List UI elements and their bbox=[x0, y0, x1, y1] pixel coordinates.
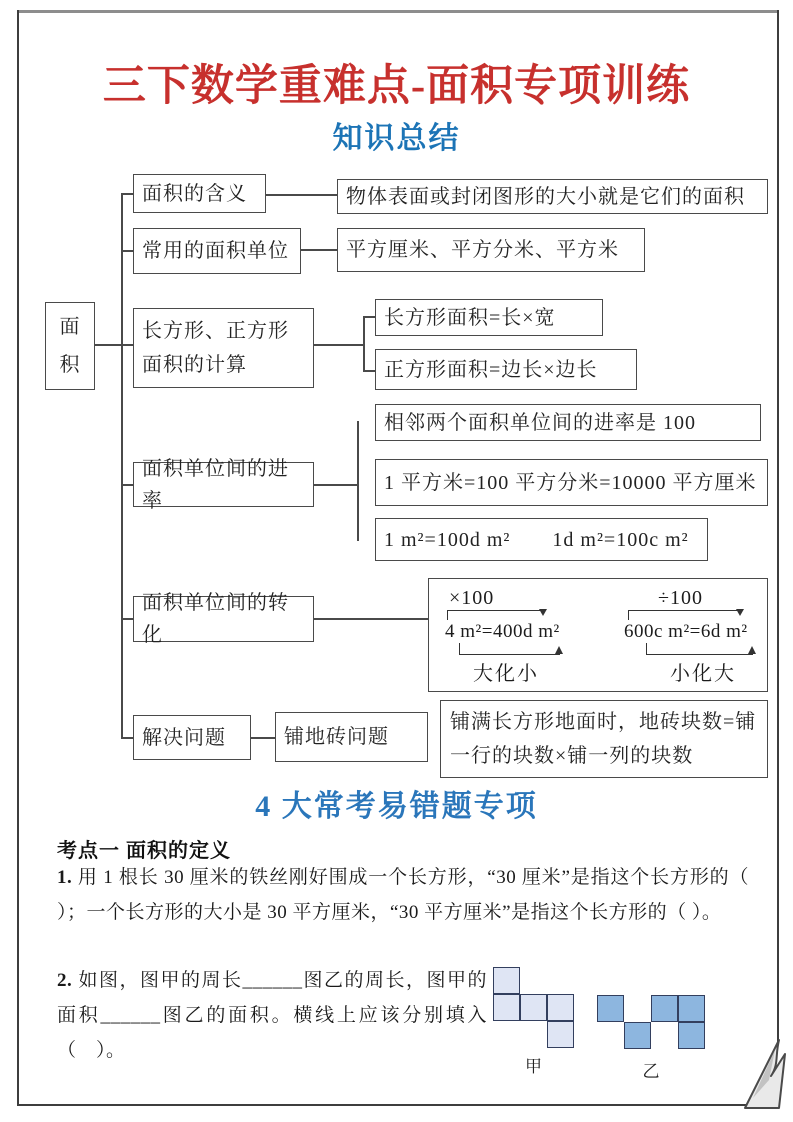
connector-branch3-vertical bbox=[363, 316, 365, 372]
grid-square bbox=[493, 967, 520, 994]
page-title: 三下数学重难点-面积专项训练 bbox=[102, 63, 691, 110]
grid-square bbox=[651, 995, 678, 1022]
tree-root-area bbox=[45, 302, 95, 390]
tree-root-char-1: 面 bbox=[59, 316, 81, 338]
tree-leaf-text: 铺满长方形地面时，地砖块数=铺一行的块数×铺一列的块数 bbox=[450, 711, 757, 767]
tree-node-problem-solving bbox=[133, 715, 251, 760]
tree-leaf-text: 1 m²=100d m² 1d m²=100c m² bbox=[384, 528, 689, 551]
connector-branch4-vertical bbox=[357, 421, 359, 541]
tree-leaf-tiling-description bbox=[440, 700, 768, 778]
arrow-up-bracket bbox=[459, 643, 560, 655]
tree-node-label: 铺地砖问题 bbox=[284, 726, 389, 748]
page-border-right bbox=[777, 10, 779, 1045]
question-2-number: 2. bbox=[57, 970, 73, 991]
conversion-equation: 600c m²=6d m² bbox=[624, 621, 748, 642]
tree-leaf-text: 相邻两个面积单位间的进率是 100 bbox=[384, 411, 696, 434]
connector-stub-2 bbox=[123, 250, 133, 252]
question-1 bbox=[57, 860, 749, 930]
tree-node-label: 面积单位间的转化 bbox=[142, 592, 289, 646]
connector-spine bbox=[121, 193, 123, 739]
tree-leaf-rate-equation bbox=[375, 459, 768, 506]
conversion-diagram-box bbox=[428, 578, 768, 692]
connector-stub-3 bbox=[123, 344, 133, 346]
connector-branch6 bbox=[250, 737, 275, 739]
tree-leaf-text: 物体表面或封闭图形的大小就是它们的面积 bbox=[346, 185, 745, 208]
question-1-number: 1. bbox=[57, 867, 73, 888]
tree-node-common-units bbox=[133, 228, 301, 274]
grid-square bbox=[624, 1022, 651, 1049]
connector-root bbox=[95, 344, 122, 346]
figure-yi-label: 乙 bbox=[642, 1062, 660, 1081]
tree-node-unit-conversion bbox=[133, 592, 314, 646]
conversion-large-to-small bbox=[445, 587, 560, 687]
page-border-top bbox=[17, 10, 779, 13]
tree-leaf-text: 正方形面积=边长×边长 bbox=[384, 358, 598, 381]
tree-leaf-text: 平方厘米、平方分米、平方米 bbox=[346, 239, 619, 261]
grid-square bbox=[520, 994, 547, 1021]
tree-leaf-rate-100 bbox=[375, 404, 761, 441]
connector-stub-4 bbox=[123, 484, 133, 486]
question-1-text: 用 1 根长 30 厘米的铁丝刚好围成一个长方形，“30 厘米”是指这个长方形的（ ）；一个长方形的大小是 30 平方厘米，“30 平方厘米”是指这个长方形的（ ）。 bbox=[57, 867, 749, 923]
subtitle-knowledge-summary: 知识总结 bbox=[332, 122, 461, 155]
connector-stub-1 bbox=[123, 193, 133, 195]
tree-root-char-2: 积 bbox=[59, 354, 81, 376]
connector-branch1 bbox=[266, 194, 337, 196]
connector-branch3 bbox=[313, 344, 364, 346]
arrow-down-bracket bbox=[628, 610, 741, 620]
tree-leaf-text: 长方形面积=长×宽 bbox=[384, 306, 556, 329]
conversion-equation: 4 m²=400d m² bbox=[445, 621, 560, 642]
section-heading: 4 大常考易错题专项 bbox=[255, 790, 538, 823]
arrow-down-bracket bbox=[447, 610, 544, 620]
multiply-100-label: ×100 bbox=[449, 587, 495, 609]
connector-branch5 bbox=[313, 618, 428, 620]
page-border-left bbox=[17, 10, 19, 1106]
tree-node-label: 面积单位间的进率 bbox=[142, 457, 289, 512]
connector-branch3-stub-b bbox=[364, 370, 375, 372]
page-curl-icon bbox=[733, 1028, 791, 1114]
tree-leaf-rectangle-formula bbox=[375, 299, 603, 336]
tree-leaf-square-formula bbox=[375, 349, 637, 390]
conversion-small-to-large bbox=[624, 587, 753, 687]
tree-leaf-meaning-definition bbox=[337, 179, 768, 214]
topic-heading: 考点一 面积的定义 bbox=[57, 840, 231, 862]
divide-100-label: ÷100 bbox=[658, 587, 703, 609]
tree-node-label: 常用的面积单位 bbox=[142, 240, 289, 262]
grid-square bbox=[678, 995, 705, 1022]
grid-square bbox=[547, 1021, 574, 1048]
tree-node-area-calculation bbox=[133, 308, 314, 388]
grid-square bbox=[597, 995, 624, 1022]
figure-jia-shape bbox=[493, 967, 574, 1048]
tree-leaf-unit-list bbox=[337, 228, 645, 272]
question-2-text: 如图，图甲的周长______图乙的周长，图甲的面积______图乙的面积。横线上应该分别填入（ ）。 bbox=[57, 970, 487, 1061]
figure-jia-label: 甲 bbox=[525, 1057, 542, 1076]
tree-node-unit-rate bbox=[133, 457, 314, 512]
grid-square bbox=[547, 994, 574, 1021]
large-to-small-label: 大化小 bbox=[473, 663, 539, 685]
question-2 bbox=[57, 963, 487, 1068]
page-border-bottom bbox=[17, 1104, 746, 1106]
grid-square bbox=[493, 994, 520, 1021]
connector-stub-5 bbox=[123, 618, 133, 620]
connector-branch3-stub-a bbox=[364, 316, 375, 318]
connector-branch2 bbox=[300, 249, 337, 251]
tree-node-label: 面积的含义 bbox=[142, 182, 247, 205]
tree-leaf-rate-symbols bbox=[375, 518, 708, 561]
arrow-up-bracket bbox=[646, 643, 753, 655]
tree-node-label: 解决问题 bbox=[142, 726, 226, 749]
tree-node-label-line2: 面积的计算 bbox=[142, 354, 247, 376]
connector-branch4 bbox=[313, 484, 358, 486]
figure-yi-shape bbox=[597, 995, 705, 1049]
tree-node-meaning bbox=[133, 174, 266, 213]
tree-mid-tiling-problem bbox=[275, 712, 428, 762]
tree-node-label-line1: 长方形、正方形 bbox=[142, 320, 289, 342]
small-to-large-label: 小化大 bbox=[670, 663, 736, 685]
tree-leaf-text: 1 平方米=100 平方分米=10000 平方厘米 bbox=[384, 471, 757, 494]
connector-stub-6 bbox=[123, 737, 133, 739]
grid-square bbox=[678, 1022, 705, 1049]
